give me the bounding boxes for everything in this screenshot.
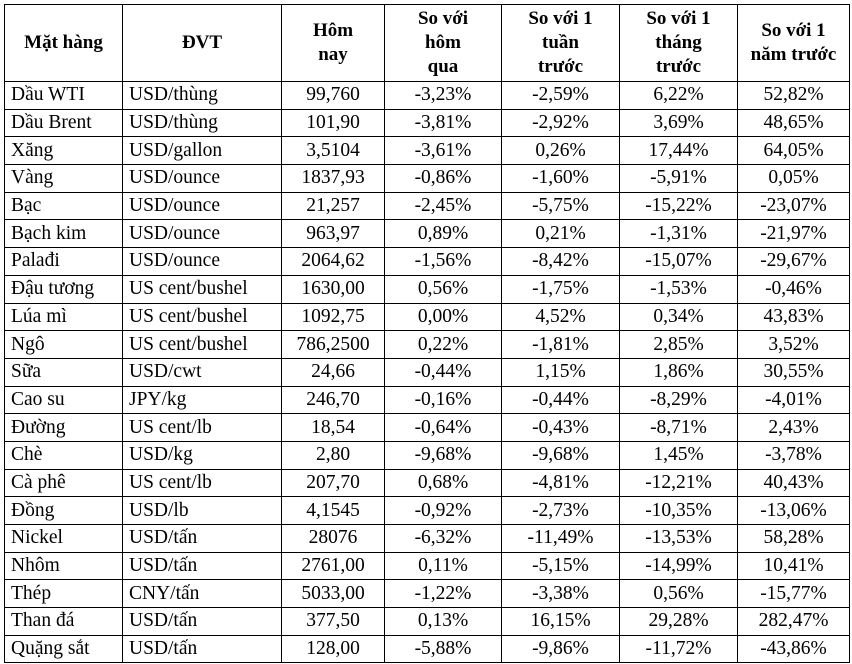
- vs-week-cell: 0,26%: [502, 137, 620, 165]
- commodity-cell: Nhôm: [5, 552, 123, 580]
- vs-week-cell: -0,43%: [502, 414, 620, 442]
- vs-year-cell: -3,78%: [738, 441, 850, 469]
- unit-cell: USD/ounce: [123, 192, 282, 220]
- commodity-cell: Bạch kim: [5, 220, 123, 248]
- vs-year-cell: -29,67%: [738, 248, 850, 276]
- commodity-cell: Dầu Brent: [5, 109, 123, 137]
- table-row: [5, 303, 850, 331]
- vs-month-cell: -15,07%: [620, 248, 738, 276]
- vs-week-cell: -5,15%: [502, 552, 620, 580]
- unit-cell: USD/lb: [123, 497, 282, 525]
- unit-cell: USD/tấn: [123, 608, 282, 636]
- vs-month-cell: 0,56%: [620, 580, 738, 608]
- vs-yesterday-cell: -0,16%: [385, 386, 502, 414]
- vs-year-cell: -43,86%: [738, 635, 850, 663]
- vs-yesterday-cell: 0,68%: [385, 469, 502, 497]
- table-body: [5, 82, 850, 663]
- table-row: [5, 635, 850, 663]
- header-vs-year: So với 1 năm trước: [738, 5, 850, 82]
- commodity-cell: Sữa: [5, 358, 123, 386]
- unit-cell: US cent/bushel: [123, 275, 282, 303]
- vs-week-cell: 16,15%: [502, 608, 620, 636]
- vs-month-cell: -8,71%: [620, 414, 738, 442]
- vs-month-cell: 6,22%: [620, 82, 738, 110]
- vs-month-cell: -1,31%: [620, 220, 738, 248]
- unit-cell: US cent/bushel: [123, 303, 282, 331]
- today-price-cell: 4,1545: [282, 497, 385, 525]
- table-row: [5, 552, 850, 580]
- vs-week-cell: -9,86%: [502, 635, 620, 663]
- today-price-cell: 24,66: [282, 358, 385, 386]
- vs-yesterday-cell: -0,44%: [385, 358, 502, 386]
- vs-year-cell: -23,07%: [738, 192, 850, 220]
- today-price-cell: 1837,93: [282, 165, 385, 193]
- vs-week-cell: -11,49%: [502, 525, 620, 553]
- vs-yesterday-cell: -1,22%: [385, 580, 502, 608]
- vs-year-cell: 58,28%: [738, 525, 850, 553]
- today-price-cell: 28076: [282, 525, 385, 553]
- vs-year-cell: 52,82%: [738, 82, 850, 110]
- commodity-cell: Cao su: [5, 386, 123, 414]
- today-price-cell: 5033,00: [282, 580, 385, 608]
- unit-cell: USD/thùng: [123, 82, 282, 110]
- vs-week-cell: -1,81%: [502, 331, 620, 359]
- vs-yesterday-cell: -3,23%: [385, 82, 502, 110]
- today-price-cell: 377,50: [282, 608, 385, 636]
- vs-yesterday-cell: -0,64%: [385, 414, 502, 442]
- unit-cell: US cent/lb: [123, 469, 282, 497]
- vs-year-cell: 2,43%: [738, 414, 850, 442]
- vs-year-cell: 43,83%: [738, 303, 850, 331]
- vs-yesterday-cell: -0,92%: [385, 497, 502, 525]
- vs-month-cell: 0,34%: [620, 303, 738, 331]
- commodity-cell: Palađi: [5, 248, 123, 276]
- table-row: [5, 192, 850, 220]
- commodity-cell: Thép: [5, 580, 123, 608]
- vs-month-cell: 2,85%: [620, 331, 738, 359]
- table-row: [5, 109, 850, 137]
- commodity-price-table: [4, 4, 850, 663]
- unit-cell: USD/tấn: [123, 525, 282, 553]
- vs-year-cell: -0,46%: [738, 275, 850, 303]
- commodity-cell: Bạc: [5, 192, 123, 220]
- vs-month-cell: 1,86%: [620, 358, 738, 386]
- unit-cell: US cent/lb: [123, 414, 282, 442]
- table-row: [5, 137, 850, 165]
- table-row: [5, 358, 850, 386]
- vs-yesterday-cell: -3,81%: [385, 109, 502, 137]
- table-row: [5, 386, 850, 414]
- vs-month-cell: -12,21%: [620, 469, 738, 497]
- vs-week-cell: 1,15%: [502, 358, 620, 386]
- table-row: [5, 580, 850, 608]
- vs-year-cell: 64,05%: [738, 137, 850, 165]
- vs-yesterday-cell: 0,22%: [385, 331, 502, 359]
- table-row: [5, 608, 850, 636]
- today-price-cell: 128,00: [282, 635, 385, 663]
- vs-week-cell: -2,59%: [502, 82, 620, 110]
- commodity-cell: Nickel: [5, 525, 123, 553]
- today-price-cell: 1630,00: [282, 275, 385, 303]
- vs-year-cell: -4,01%: [738, 386, 850, 414]
- vs-week-cell: -2,73%: [502, 497, 620, 525]
- vs-year-cell: -13,06%: [738, 497, 850, 525]
- today-price-cell: 2064,62: [282, 248, 385, 276]
- vs-month-cell: 1,45%: [620, 441, 738, 469]
- commodity-cell: Vàng: [5, 165, 123, 193]
- vs-yesterday-cell: -3,61%: [385, 137, 502, 165]
- unit-cell: USD/cwt: [123, 358, 282, 386]
- vs-yesterday-cell: -1,56%: [385, 248, 502, 276]
- table-row: [5, 414, 850, 442]
- commodity-cell: Đậu tương: [5, 275, 123, 303]
- vs-yesterday-cell: -6,32%: [385, 525, 502, 553]
- vs-month-cell: -10,35%: [620, 497, 738, 525]
- vs-month-cell: -11,72%: [620, 635, 738, 663]
- vs-month-cell: -14,99%: [620, 552, 738, 580]
- vs-week-cell: -1,75%: [502, 275, 620, 303]
- unit-cell: JPY/kg: [123, 386, 282, 414]
- header-vs-yesterday: So với hôm qua: [385, 5, 502, 82]
- commodity-cell: Than đá: [5, 608, 123, 636]
- header-row: [5, 5, 850, 82]
- table-row: [5, 275, 850, 303]
- vs-yesterday-cell: -5,88%: [385, 635, 502, 663]
- commodity-cell: Đồng: [5, 497, 123, 525]
- vs-yesterday-cell: 0,11%: [385, 552, 502, 580]
- vs-year-cell: 0,05%: [738, 165, 850, 193]
- table-row: [5, 220, 850, 248]
- today-price-cell: 3,5104: [282, 137, 385, 165]
- vs-week-cell: -2,92%: [502, 109, 620, 137]
- unit-cell: USD/ounce: [123, 220, 282, 248]
- vs-month-cell: -5,91%: [620, 165, 738, 193]
- commodity-cell: Ngô: [5, 331, 123, 359]
- today-price-cell: 99,760: [282, 82, 385, 110]
- header-unit: ĐVT: [123, 5, 282, 82]
- unit-cell: US cent/bushel: [123, 331, 282, 359]
- vs-year-cell: -15,77%: [738, 580, 850, 608]
- today-price-cell: 101,90: [282, 109, 385, 137]
- vs-week-cell: -5,75%: [502, 192, 620, 220]
- header-vs-month: So với 1 tháng trước: [620, 5, 738, 82]
- vs-yesterday-cell: -0,86%: [385, 165, 502, 193]
- table-row: [5, 441, 850, 469]
- today-price-cell: 18,54: [282, 414, 385, 442]
- table-row: [5, 82, 850, 110]
- unit-cell: USD/ounce: [123, 165, 282, 193]
- unit-cell: USD/tấn: [123, 552, 282, 580]
- commodity-cell: Cà phê: [5, 469, 123, 497]
- table-row: [5, 525, 850, 553]
- vs-week-cell: -0,44%: [502, 386, 620, 414]
- header-vs-week: So với 1 tuần trước: [502, 5, 620, 82]
- commodity-cell: Chè: [5, 441, 123, 469]
- vs-year-cell: 48,65%: [738, 109, 850, 137]
- vs-yesterday-cell: 0,00%: [385, 303, 502, 331]
- vs-yesterday-cell: 0,89%: [385, 220, 502, 248]
- vs-month-cell: -1,53%: [620, 275, 738, 303]
- today-price-cell: 963,97: [282, 220, 385, 248]
- vs-week-cell: 4,52%: [502, 303, 620, 331]
- unit-cell: USD/tấn: [123, 635, 282, 663]
- today-price-cell: 207,70: [282, 469, 385, 497]
- vs-month-cell: 29,28%: [620, 608, 738, 636]
- unit-cell: USD/kg: [123, 441, 282, 469]
- vs-yesterday-cell: 0,56%: [385, 275, 502, 303]
- vs-week-cell: -4,81%: [502, 469, 620, 497]
- vs-year-cell: -21,97%: [738, 220, 850, 248]
- table-row: [5, 469, 850, 497]
- vs-year-cell: 40,43%: [738, 469, 850, 497]
- today-price-cell: 1092,75: [282, 303, 385, 331]
- header-commodity: Mặt hàng: [5, 5, 123, 82]
- vs-week-cell: -8,42%: [502, 248, 620, 276]
- vs-year-cell: 10,41%: [738, 552, 850, 580]
- today-price-cell: 2,80: [282, 441, 385, 469]
- vs-week-cell: 0,21%: [502, 220, 620, 248]
- vs-month-cell: 3,69%: [620, 109, 738, 137]
- vs-month-cell: 17,44%: [620, 137, 738, 165]
- vs-week-cell: -9,68%: [502, 441, 620, 469]
- vs-yesterday-cell: -2,45%: [385, 192, 502, 220]
- commodity-cell: Quặng sắt: [5, 635, 123, 663]
- vs-year-cell: 282,47%: [738, 608, 850, 636]
- commodity-cell: Dầu WTI: [5, 82, 123, 110]
- vs-week-cell: -1,60%: [502, 165, 620, 193]
- unit-cell: USD/ounce: [123, 248, 282, 276]
- unit-cell: USD/thùng: [123, 109, 282, 137]
- table-row: [5, 165, 850, 193]
- commodity-cell: Lúa mì: [5, 303, 123, 331]
- commodity-cell: Đường: [5, 414, 123, 442]
- vs-yesterday-cell: -9,68%: [385, 441, 502, 469]
- vs-year-cell: 30,55%: [738, 358, 850, 386]
- header-today: Hôm nay: [282, 5, 385, 82]
- vs-year-cell: 3,52%: [738, 331, 850, 359]
- commodity-cell: Xăng: [5, 137, 123, 165]
- vs-month-cell: -13,53%: [620, 525, 738, 553]
- today-price-cell: 2761,00: [282, 552, 385, 580]
- table-row: [5, 331, 850, 359]
- unit-cell: USD/gallon: [123, 137, 282, 165]
- unit-cell: CNY/tấn: [123, 580, 282, 608]
- table-row: [5, 248, 850, 276]
- vs-week-cell: -3,38%: [502, 580, 620, 608]
- today-price-cell: 246,70: [282, 386, 385, 414]
- vs-month-cell: -8,29%: [620, 386, 738, 414]
- vs-month-cell: -15,22%: [620, 192, 738, 220]
- vs-yesterday-cell: 0,13%: [385, 608, 502, 636]
- table-row: [5, 497, 850, 525]
- today-price-cell: 786,2500: [282, 331, 385, 359]
- today-price-cell: 21,257: [282, 192, 385, 220]
